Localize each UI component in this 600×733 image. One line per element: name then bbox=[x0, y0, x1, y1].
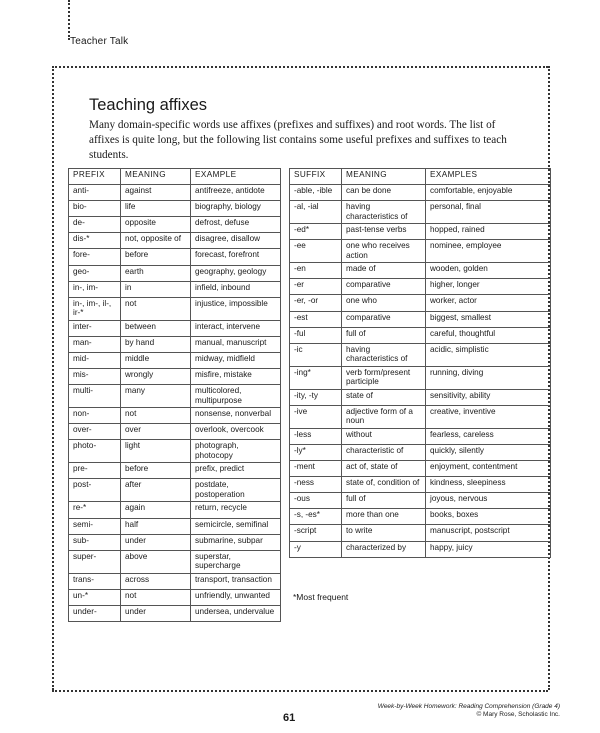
credit-line-title: Week-by-Week Homework: Reading Comprehension (Grade 4) bbox=[377, 703, 560, 710]
table-row bbox=[69, 518, 281, 534]
meaning-cell: characterized by bbox=[342, 541, 426, 557]
example-cell: multicolored, multipurpose bbox=[191, 385, 281, 408]
table-row bbox=[290, 525, 551, 541]
example-cell: nonsense, nonverbal bbox=[191, 408, 281, 424]
table-row bbox=[290, 509, 551, 525]
examples-cell: personal, final bbox=[426, 201, 551, 224]
page-header-label: Teacher Talk bbox=[70, 36, 129, 47]
meaning-cell: comparative bbox=[342, 279, 426, 295]
table-row bbox=[69, 463, 281, 479]
suffix-table-body bbox=[290, 185, 551, 558]
meaning-cell: under bbox=[121, 605, 191, 621]
meaning-cell: many bbox=[121, 385, 191, 408]
prefix-cell: geo- bbox=[69, 265, 121, 281]
table-row bbox=[69, 550, 281, 573]
top-left-dotted-rule bbox=[68, 0, 70, 40]
examples-cell: careful, thoughtful bbox=[426, 327, 551, 343]
credit-line-copyright: © Mary Rose, Scholastic Inc. bbox=[476, 711, 560, 718]
meaning-cell: over bbox=[121, 424, 191, 440]
table-row bbox=[69, 408, 281, 424]
prefix-cell: trans- bbox=[69, 573, 121, 589]
example-cell: injustice, impossible bbox=[191, 297, 281, 320]
suffix-cell: -ly* bbox=[290, 444, 342, 460]
meaning-cell: past-tense verbs bbox=[342, 224, 426, 240]
example-cell: unfriendly, unwanted bbox=[191, 589, 281, 605]
example-cell: postdate, postoperation bbox=[191, 479, 281, 502]
table-row bbox=[69, 573, 281, 589]
table-row bbox=[290, 201, 551, 224]
example-cell: interact, intervene bbox=[191, 320, 281, 336]
suffix-cell: -able, -ible bbox=[290, 185, 342, 201]
table-row bbox=[69, 297, 281, 320]
table-row bbox=[290, 541, 551, 557]
example-cell: undersea, undervalue bbox=[191, 605, 281, 621]
suffix-cell: -er, -or bbox=[290, 295, 342, 311]
example-column-header: EXAMPLE bbox=[191, 169, 281, 185]
table-row bbox=[69, 336, 281, 352]
meaning-cell: having characteristics of bbox=[342, 201, 426, 224]
prefix-cell: in-, im-, il-, ir-* bbox=[69, 297, 121, 320]
prefix-cell: inter- bbox=[69, 320, 121, 336]
example-cell: return, recycle bbox=[191, 502, 281, 518]
meaning-cell: earth bbox=[121, 265, 191, 281]
table-row bbox=[290, 279, 551, 295]
examples-cell: quickly, silently bbox=[426, 444, 551, 460]
prefix-cell: anti- bbox=[69, 185, 121, 201]
table-row bbox=[290, 493, 551, 509]
suffix-cell: -ous bbox=[290, 493, 342, 509]
table-row bbox=[290, 428, 551, 444]
examples-cell: happy, juicy bbox=[426, 541, 551, 557]
table-row bbox=[290, 295, 551, 311]
page-number: 61 bbox=[283, 712, 296, 724]
meaning-cell: more than one bbox=[342, 509, 426, 525]
meaning-column-header: MEANING bbox=[121, 169, 191, 185]
meaning-cell: state of, condition of bbox=[342, 477, 426, 493]
suffix-cell: -ness bbox=[290, 477, 342, 493]
table-row bbox=[69, 281, 281, 297]
meaning-cell: half bbox=[121, 518, 191, 534]
suffix-cell: -y bbox=[290, 541, 342, 557]
prefix-cell: under- bbox=[69, 605, 121, 621]
meaning-cell: verb form/present participle bbox=[342, 366, 426, 389]
table-row bbox=[69, 352, 281, 368]
table-row bbox=[290, 444, 551, 460]
prefix-cell: photo- bbox=[69, 440, 121, 463]
table-row bbox=[290, 263, 551, 279]
table-row bbox=[69, 424, 281, 440]
example-cell: biography, biology bbox=[191, 201, 281, 217]
suffix-cell: -less bbox=[290, 428, 342, 444]
suffix-table bbox=[289, 168, 551, 558]
examples-cell: fearless, careless bbox=[426, 428, 551, 444]
table-row bbox=[69, 217, 281, 233]
examples-column-header: EXAMPLES bbox=[426, 169, 551, 185]
example-cell: midway, midfield bbox=[191, 352, 281, 368]
table-row bbox=[69, 201, 281, 217]
suffix-cell: -script bbox=[290, 525, 342, 541]
meaning-cell: state of bbox=[342, 389, 426, 405]
meaning-cell: one who receives action bbox=[342, 240, 426, 263]
meaning-cell: not, opposite of bbox=[121, 233, 191, 249]
prefix-cell: pre- bbox=[69, 463, 121, 479]
meaning-cell: opposite bbox=[121, 217, 191, 233]
prefix-cell: un-* bbox=[69, 589, 121, 605]
meaning-cell: under bbox=[121, 534, 191, 550]
examples-cell: nominee, employee bbox=[426, 240, 551, 263]
table-row bbox=[69, 479, 281, 502]
table-row bbox=[69, 440, 281, 463]
table-row bbox=[290, 327, 551, 343]
meaning-cell: again bbox=[121, 502, 191, 518]
box-top-dotted-border bbox=[52, 66, 548, 68]
table-row bbox=[290, 343, 551, 366]
examples-cell: comfortable, enjoyable bbox=[426, 185, 551, 201]
prefix-cell: in-, im- bbox=[69, 281, 121, 297]
example-cell: antifreeze, antidote bbox=[191, 185, 281, 201]
prefix-table-header-row bbox=[69, 169, 281, 185]
meaning-cell: characteristic of bbox=[342, 444, 426, 460]
prefix-cell: man- bbox=[69, 336, 121, 352]
prefix-cell: de- bbox=[69, 217, 121, 233]
meaning-cell: after bbox=[121, 479, 191, 502]
examples-cell: sensitivity, ability bbox=[426, 389, 551, 405]
meaning-cell: not bbox=[121, 589, 191, 605]
prefix-cell: mis- bbox=[69, 369, 121, 385]
example-cell: disagree, disallow bbox=[191, 233, 281, 249]
example-cell: submarine, subpar bbox=[191, 534, 281, 550]
table-row bbox=[290, 311, 551, 327]
meaning-cell: not bbox=[121, 408, 191, 424]
prefix-cell: dis-* bbox=[69, 233, 121, 249]
table-row bbox=[69, 385, 281, 408]
suffix-cell: -en bbox=[290, 263, 342, 279]
table-row bbox=[69, 265, 281, 281]
meaning-cell: in bbox=[121, 281, 191, 297]
meaning-cell: wrongly bbox=[121, 369, 191, 385]
examples-cell: biggest, smallest bbox=[426, 311, 551, 327]
example-cell: prefix, predict bbox=[191, 463, 281, 479]
examples-cell: acidic, simplistic bbox=[426, 343, 551, 366]
prefix-cell: re-* bbox=[69, 502, 121, 518]
table-row bbox=[290, 185, 551, 201]
suffix-cell: -est bbox=[290, 311, 342, 327]
intro-paragraph: Many domain-specific words use affixes (prefixes and suffixes) and root words. The list of affixes is quite long, but the following list contains some useful prefixes and suffixes to teach students. bbox=[89, 119, 507, 161]
suffix-cell: -ful bbox=[290, 327, 342, 343]
examples-cell: books, boxes bbox=[426, 509, 551, 525]
meaning-cell: to write bbox=[342, 525, 426, 541]
suffix-table-header-row bbox=[290, 169, 551, 185]
suffix-column-header: SUFFIX bbox=[290, 169, 342, 185]
prefix-cell: multi- bbox=[69, 385, 121, 408]
suffix-cell: -ic bbox=[290, 343, 342, 366]
prefix-cell: post- bbox=[69, 479, 121, 502]
meaning-cell: before bbox=[121, 463, 191, 479]
meaning-cell: full of bbox=[342, 327, 426, 343]
suffix-cell: -ive bbox=[290, 405, 342, 428]
table-row bbox=[69, 589, 281, 605]
table-row bbox=[290, 405, 551, 428]
meaning-cell: before bbox=[121, 249, 191, 265]
meaning-cell: without bbox=[342, 428, 426, 444]
footnote: *Most frequent bbox=[293, 592, 349, 602]
table-row bbox=[69, 605, 281, 621]
meaning-column-header: MEANING bbox=[342, 169, 426, 185]
prefix-cell: non- bbox=[69, 408, 121, 424]
table-row bbox=[290, 389, 551, 405]
meaning-cell: act of, state of bbox=[342, 461, 426, 477]
meaning-cell: having characteristics of bbox=[342, 343, 426, 366]
meaning-cell: not bbox=[121, 297, 191, 320]
prefix-cell: over- bbox=[69, 424, 121, 440]
example-cell: semicircle, semifinal bbox=[191, 518, 281, 534]
box-bottom-dotted-border bbox=[52, 690, 548, 692]
examples-cell: joyous, nervous bbox=[426, 493, 551, 509]
suffix-cell: -ee bbox=[290, 240, 342, 263]
examples-cell: higher, longer bbox=[426, 279, 551, 295]
example-cell: manual, manuscript bbox=[191, 336, 281, 352]
prefix-table bbox=[68, 168, 281, 622]
meaning-cell: against bbox=[121, 185, 191, 201]
table-row bbox=[69, 320, 281, 336]
example-cell: superstar, supercharge bbox=[191, 550, 281, 573]
prefix-cell: semi- bbox=[69, 518, 121, 534]
suffix-cell: -al, -ial bbox=[290, 201, 342, 224]
examples-cell: worker, actor bbox=[426, 295, 551, 311]
table-row bbox=[290, 461, 551, 477]
example-cell: transport, transaction bbox=[191, 573, 281, 589]
section-title: Teaching affixes bbox=[89, 96, 208, 114]
meaning-cell: full of bbox=[342, 493, 426, 509]
suffix-cell: -s, -es* bbox=[290, 509, 342, 525]
example-cell: defrost, defuse bbox=[191, 217, 281, 233]
examples-cell: kindness, sleepiness bbox=[426, 477, 551, 493]
examples-cell: manuscript, postscript bbox=[426, 525, 551, 541]
prefix-cell: super- bbox=[69, 550, 121, 573]
table-row bbox=[69, 185, 281, 201]
suffix-cell: -ed* bbox=[290, 224, 342, 240]
suffix-cell: -ing* bbox=[290, 366, 342, 389]
example-cell: overlook, overcook bbox=[191, 424, 281, 440]
example-cell: photograph, photocopy bbox=[191, 440, 281, 463]
credit-block bbox=[378, 703, 560, 719]
table-row bbox=[69, 502, 281, 518]
table-row bbox=[69, 369, 281, 385]
table-row bbox=[69, 233, 281, 249]
table-row bbox=[290, 224, 551, 240]
example-cell: infield, inbound bbox=[191, 281, 281, 297]
examples-cell: creative, inventive bbox=[426, 405, 551, 428]
prefix-table-body bbox=[69, 185, 281, 622]
example-cell: geography, geology bbox=[191, 265, 281, 281]
prefix-cell: fore- bbox=[69, 249, 121, 265]
examples-cell: enjoyment, contentment bbox=[426, 461, 551, 477]
meaning-cell: adjective form of a noun bbox=[342, 405, 426, 428]
suffix-cell: -ity, -ty bbox=[290, 389, 342, 405]
meaning-cell: light bbox=[121, 440, 191, 463]
meaning-cell: above bbox=[121, 550, 191, 573]
meaning-cell: one who bbox=[342, 295, 426, 311]
examples-cell: running, diving bbox=[426, 366, 551, 389]
examples-cell: wooden, golden bbox=[426, 263, 551, 279]
example-cell: forecast, forefront bbox=[191, 249, 281, 265]
box-left-dotted-border bbox=[52, 66, 54, 690]
examples-cell: hopped, rained bbox=[426, 224, 551, 240]
meaning-cell: life bbox=[121, 201, 191, 217]
meaning-cell: comparative bbox=[342, 311, 426, 327]
meaning-cell: middle bbox=[121, 352, 191, 368]
example-cell: misfire, mistake bbox=[191, 369, 281, 385]
prefix-column-header: PREFIX bbox=[69, 169, 121, 185]
table-row bbox=[69, 534, 281, 550]
prefix-cell: bio- bbox=[69, 201, 121, 217]
table-row bbox=[290, 240, 551, 263]
meaning-cell: can be done bbox=[342, 185, 426, 201]
meaning-cell: across bbox=[121, 573, 191, 589]
table-row bbox=[290, 477, 551, 493]
meaning-cell: made of bbox=[342, 263, 426, 279]
table-row bbox=[290, 366, 551, 389]
suffix-cell: -er bbox=[290, 279, 342, 295]
meaning-cell: between bbox=[121, 320, 191, 336]
prefix-cell: sub- bbox=[69, 534, 121, 550]
meaning-cell: by hand bbox=[121, 336, 191, 352]
suffix-cell: -ment bbox=[290, 461, 342, 477]
table-row bbox=[69, 249, 281, 265]
prefix-cell: mid- bbox=[69, 352, 121, 368]
